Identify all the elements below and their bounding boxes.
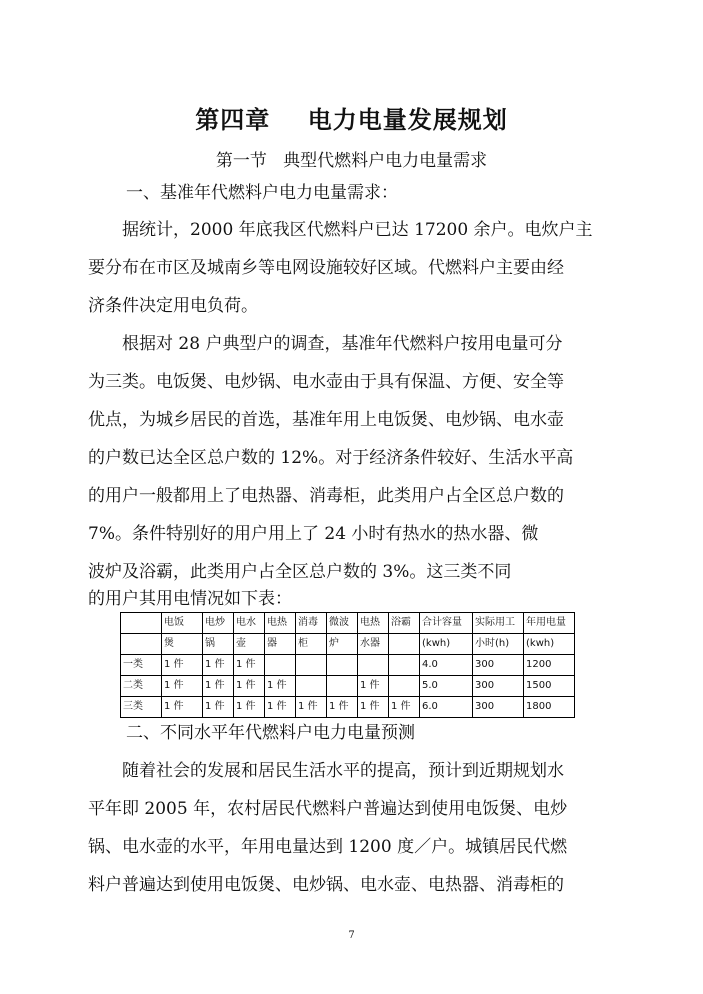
table-cell: 300 — [473, 655, 524, 676]
table-header-cell: 电饭 — [162, 613, 203, 634]
table-header-cell: 壶 — [234, 634, 265, 655]
table-cell: 三类 — [121, 697, 162, 718]
paragraph-line: 7%。条件特别好的用户用上了 24 小时有热水的热水器、微 — [88, 524, 539, 544]
table-header-cell: 合计容量 — [420, 613, 473, 634]
table-header-row — [121, 634, 575, 655]
table-cell — [296, 676, 327, 697]
paragraph-line: 波炉及浴霸，此类用户占全区总户数的 3%。这三类不同 — [88, 562, 512, 582]
paragraph-line: 的户数已达全区总户数的 12%。对于经济条件较好、生活水平高 — [88, 448, 574, 468]
table-header-cell — [121, 634, 162, 655]
table-cell: 300 — [473, 697, 524, 718]
paragraph-line: 的用户其用电情况如下表： — [88, 589, 292, 609]
table-header-cell — [389, 634, 420, 655]
table-header-cell: 微波 — [327, 613, 358, 634]
paragraph-line: 据统计，2000 年底我区代燃料户已达 17200 余户。电炊户主 — [122, 220, 593, 240]
paragraph-line: 随着社会的发展和居民生活水平的提高，预计到近期规划水 — [122, 761, 564, 781]
table-header-cell: 浴霸 — [389, 613, 420, 634]
table-header-cell: 电炒 — [203, 613, 234, 634]
table-cell: 1 件 — [296, 697, 327, 718]
table-header-cell: (kwh) — [420, 634, 473, 655]
subsection-heading-1: 一、基准年代燃料户电力电量需求： — [126, 183, 398, 203]
chapter-title: 第四章 电力电量发展规划 — [195, 106, 508, 134]
paragraph-line: 锅、电水壶的水平，年用电量达到 1200 度／户。城镇居民代燃 — [88, 837, 568, 857]
table-cell: 1200 — [524, 655, 575, 676]
table-cell: 1 件 — [162, 655, 203, 676]
table-header-cell: 年用电量 — [524, 613, 575, 634]
table-header-cell: (kwh) — [524, 634, 575, 655]
table-cell: 1 件 — [358, 697, 389, 718]
paragraph-line: 根据对 28 户典型户的调查，基准年代燃料户按用电量可分 — [122, 334, 563, 354]
table-header-cell: 电热 — [265, 613, 296, 634]
table-header-cell — [121, 613, 162, 634]
table-cell — [265, 655, 296, 676]
paragraph-line: 济条件决定用电负荷。 — [88, 296, 258, 316]
table-cell: 6.0 — [420, 697, 473, 718]
table-cell: 一类 — [121, 655, 162, 676]
table-header-cell: 锅 — [203, 634, 234, 655]
paragraph-line: 的用户一般都用上了电热器、消毒柜，此类用户占全区总户数的 — [88, 486, 564, 506]
table-header-cell: 小时(h) — [473, 634, 524, 655]
table-row — [121, 676, 575, 697]
paragraph-line: 为三类。电饭煲、电炒锅、电水壶由于具有保温、方便、安全等 — [88, 372, 564, 392]
table-row — [121, 655, 575, 676]
table-cell — [389, 655, 420, 676]
paragraph-line: 要分布在市区及城南乡等电网设施较好区域。代燃料户主要由经 — [88, 258, 564, 278]
table-cell: 1800 — [524, 697, 575, 718]
table-header-cell: 实际用工 — [473, 613, 524, 634]
subsection-heading-2: 二、不同水平年代燃料户电力电量预测 — [126, 723, 415, 743]
table-cell: 1 件 — [234, 655, 265, 676]
table-header-cell: 炉 — [327, 634, 358, 655]
table-cell: 1 件 — [327, 697, 358, 718]
table-cell: 5.0 — [420, 676, 473, 697]
table-cell: 1 件 — [358, 676, 389, 697]
table-header-cell: 电水 — [234, 613, 265, 634]
paragraph-line: 优点，为城乡居民的首选，基准年用上电饭煲、电炒锅、电水壶 — [88, 410, 564, 430]
table-cell — [296, 655, 327, 676]
table-header-cell: 柜 — [296, 634, 327, 655]
table-header-row — [121, 613, 575, 634]
table-row — [121, 697, 575, 718]
table-header-cell: 消毒 — [296, 613, 327, 634]
paragraph-line: 料户普遍达到使用电饭煲、电炒锅、电水壶、电热器、消毒柜的 — [88, 875, 564, 895]
table-cell — [389, 676, 420, 697]
table-cell: 300 — [473, 676, 524, 697]
table-cell: 1 件 — [265, 697, 296, 718]
table-cell: 二类 — [121, 676, 162, 697]
page-number: 7 — [348, 930, 355, 941]
table-cell: 1 件 — [389, 697, 420, 718]
table-cell — [327, 676, 358, 697]
table-cell: 4.0 — [420, 655, 473, 676]
table-cell: 1 件 — [203, 655, 234, 676]
table-cell — [358, 655, 389, 676]
table-header-cell: 器 — [265, 634, 296, 655]
section-title: 第一节 典型代燃料户电力电量需求 — [215, 151, 488, 171]
electricity-usage-table — [120, 612, 575, 718]
table-cell: 1500 — [524, 676, 575, 697]
table-header-cell: 水器 — [358, 634, 389, 655]
table-cell: 1 件 — [162, 676, 203, 697]
table-header-cell: 电热 — [358, 613, 389, 634]
paragraph-line: 平年即 2005 年，农村居民代燃料户普遍达到使用电饭煲、电炒 — [88, 799, 568, 819]
table-cell: 1 件 — [203, 697, 234, 718]
table-cell: 1 件 — [234, 697, 265, 718]
table-header-cell: 煲 — [162, 634, 203, 655]
table-cell: 1 件 — [162, 697, 203, 718]
table-cell: 1 件 — [234, 676, 265, 697]
table-cell: 1 件 — [203, 676, 234, 697]
table-cell — [327, 655, 358, 676]
table-cell: 1 件 — [265, 676, 296, 697]
